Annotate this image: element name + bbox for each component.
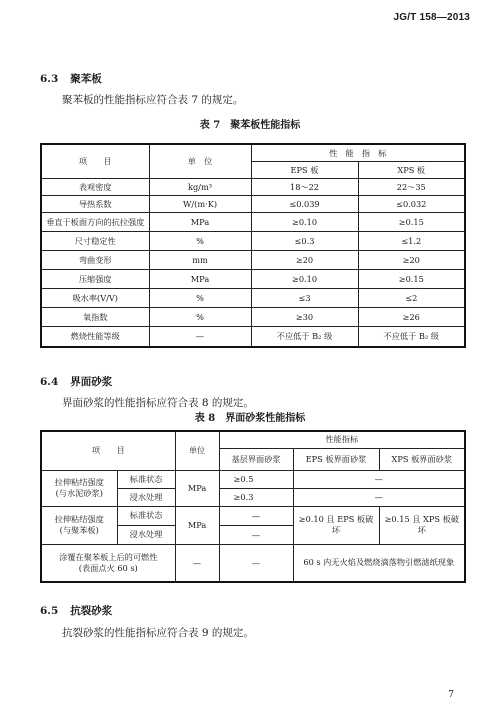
t7-cell: ≥0.15	[358, 213, 465, 232]
t7-cell: MPa	[149, 213, 251, 232]
page-number: 7	[448, 690, 454, 700]
t7-row	[41, 196, 465, 213]
t7-cell: ≥0.10	[251, 270, 358, 289]
t7-row	[41, 232, 465, 251]
t7-cell: MPa	[149, 270, 251, 289]
t8-condition-soak: 浸水处理	[117, 488, 175, 506]
t7-cell: 不应低于 B₂ 级	[251, 327, 358, 347]
section-6-5-heading	[40, 603, 112, 618]
section-number: 6.4	[40, 376, 59, 388]
section-number: 6.5	[40, 605, 59, 617]
table-8-caption: 表 8 界面砂浆性能指标	[194, 413, 306, 424]
t7-cell: 弯曲变形	[41, 251, 149, 270]
t8-unit: MPa	[175, 506, 219, 544]
t7-header-unit: 单 位	[149, 144, 251, 179]
t8-header-xps-mortar: XPS 板界面砂浆	[379, 448, 465, 470]
table-7	[40, 143, 466, 348]
t7-header-item: 项 目	[41, 144, 149, 179]
t8-cell: —	[293, 488, 465, 506]
t8-cell: —	[219, 544, 293, 582]
t8-flammability-unit: —	[175, 544, 219, 582]
t7-cell: ≥20	[251, 251, 358, 270]
t7-row	[41, 289, 465, 308]
t7-cell: 表观密度	[41, 179, 149, 196]
t8-group-cement: 拉伸粘结强度 (与水泥砂浆)	[41, 470, 117, 506]
t7-cell: ≤1.2	[358, 232, 465, 251]
t7-cell: 尺寸稳定性	[41, 232, 149, 251]
t8-condition-standard: 标准状态	[117, 506, 175, 525]
t7-cell: ≤2	[358, 289, 465, 308]
t8-header-base-mortar: 基层界面砂浆	[219, 448, 293, 470]
t7-cell: ≥30	[251, 308, 358, 327]
section-6-5-paragraph: 抗裂砂浆的性能指标应符合表 9 的规定。	[62, 627, 254, 639]
t7-body	[41, 179, 465, 347]
section-title: 抗裂砂浆	[70, 605, 113, 617]
t7-cell: %	[149, 308, 251, 327]
section-title: 界面砂浆	[70, 376, 113, 388]
t7-cell: —	[149, 327, 251, 347]
t8-cell: —	[293, 470, 465, 488]
t7-row	[41, 327, 465, 347]
t8-cell: —	[219, 525, 293, 544]
t8-unit: MPa	[175, 470, 219, 506]
t7-header-xps: XPS 板	[358, 162, 465, 179]
t7-cell: ≤0.032	[358, 196, 465, 213]
t7-header-eps: EPS 板	[251, 162, 358, 179]
section-6-4-heading	[40, 374, 112, 389]
standard-code: JG/T 158—2013	[393, 12, 470, 23]
t7-cell: 垂直于板面方向的抗拉强度	[41, 213, 149, 232]
t7-cell: mm	[149, 251, 251, 270]
t7-cell: 18～22	[251, 179, 358, 196]
t7-cell: 22～35	[358, 179, 465, 196]
section-number: 6.3	[40, 73, 59, 85]
t8-cell: —	[219, 506, 293, 525]
t7-cell: 压缩强度	[41, 270, 149, 289]
t7-cell: kg/m³	[149, 179, 251, 196]
t8-condition-standard: 标准状态	[117, 470, 175, 488]
t7-row	[41, 270, 465, 289]
t7-cell: ≥20	[358, 251, 465, 270]
t7-row	[41, 251, 465, 270]
t7-row	[41, 308, 465, 327]
t7-cell: 燃烧性能等级	[41, 327, 149, 347]
t7-cell: ≤0.039	[251, 196, 358, 213]
t7-cell: ≥0.10	[251, 213, 358, 232]
t8-cell: ≥0.10 且 EPS 板破坏	[293, 506, 379, 544]
section-6-4-paragraph: 界面砂浆的性能指标应符合表 8 的规定。	[62, 397, 254, 409]
t8-flammability-item: 涂覆在聚苯板上后的可燃性 (表面点火 60 s)	[41, 544, 175, 582]
t8-header-item: 项 目	[41, 431, 175, 470]
t7-cell: ≤0.3	[251, 232, 358, 251]
t7-cell: ≥0.15	[358, 270, 465, 289]
table-8	[40, 430, 466, 583]
t7-cell: ≥26	[358, 308, 465, 327]
t7-header-performance: 性 能 指 标	[251, 144, 465, 162]
t7-row	[41, 213, 465, 232]
t7-cell: 氧指数	[41, 308, 149, 327]
section-6-3-heading	[40, 71, 102, 86]
t7-cell: %	[149, 289, 251, 308]
t8-cell: ≥0.3	[219, 488, 293, 506]
t7-cell: 导热系数	[41, 196, 149, 213]
t7-row	[41, 179, 465, 196]
t7-cell: 不应低于 B₂ 级	[358, 327, 465, 347]
t7-cell: %	[149, 232, 251, 251]
t8-group-polystyrene: 拉伸粘结强度 (与聚苯板)	[41, 506, 117, 544]
section-title: 聚苯板	[70, 73, 102, 85]
t7-cell: W/(m·K)	[149, 196, 251, 213]
t8-header-unit: 单位	[175, 431, 219, 470]
t8-header-performance: 性能指标	[219, 431, 465, 448]
t8-cell: ≥0.5	[219, 470, 293, 488]
section-6-3-paragraph: 聚苯板的性能指标应符合表 7 的规定。	[62, 94, 244, 106]
table-7-caption: 表 7 聚苯板性能指标	[199, 120, 301, 131]
t8-condition-soak: 浸水处理	[117, 525, 175, 544]
t8-cell: 60 s 内无火焰及燃烧滴落物引燃滤纸现象	[293, 544, 465, 582]
t8-cell: ≥0.15 且 XPS 板破坏	[379, 506, 465, 544]
t7-cell: ≤3	[251, 289, 358, 308]
t7-cell: 吸水率(V/V)	[41, 289, 149, 308]
t8-header-eps-mortar: EPS 板界面砂浆	[293, 448, 379, 470]
